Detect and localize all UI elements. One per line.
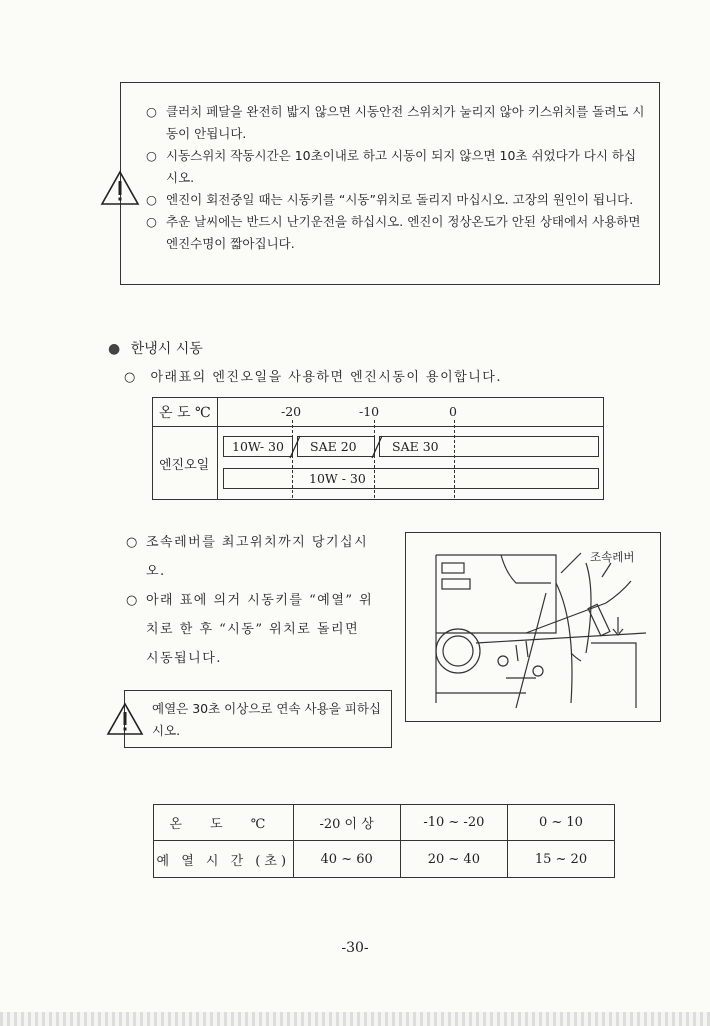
table-header-cell: -20 이 상	[293, 805, 400, 841]
figure-label: 조속레버	[590, 550, 635, 564]
warning-list	[146, 101, 646, 255]
step-1: ○ 조속레버를 최고위치까지 당기십시오.	[126, 535, 369, 579]
oil-segment: 10W- 30	[223, 436, 293, 457]
table-cell: 예 열 시 간 (초)	[154, 841, 294, 878]
oil-chart	[152, 397, 604, 500]
table-header-cell: -10 ~ -20	[400, 805, 507, 841]
table-row	[154, 841, 615, 878]
warning-triangle-icon	[100, 170, 140, 206]
section-bullet: ●	[108, 341, 121, 357]
temp-label: 온 도 ℃	[159, 405, 211, 421]
oil-label: 엔진오일	[159, 458, 210, 473]
table-header-cell: 0 ~ 10	[507, 805, 614, 841]
tick-label: -20	[281, 404, 302, 419]
table-cell: 20 ~ 40	[400, 841, 507, 878]
section-intro: ○ 아래표의 엔진오일을 사용하면 엔진시동이 용이합니다.	[124, 370, 502, 385]
section-title: 한냉시 시동	[130, 341, 203, 357]
oil-segment: SAE 30	[379, 436, 599, 457]
preheat-warning-text: 예열은 30초 이상으로 연속 사용을 피하십시오.	[152, 701, 381, 738]
warning-item: ○ 추운 날씨에는 반드시 난기운전을 하십시오. 엔진이 정상온도가 안된 상태에서 사용하면 엔진수명이 짧아집니다.	[146, 214, 641, 251]
oil-segment: 10W - 30	[223, 468, 599, 489]
tick-label: -10	[359, 404, 380, 419]
table-row	[154, 805, 615, 841]
table-cell: 40 ~ 60	[293, 841, 400, 878]
tick-label: 0	[449, 404, 457, 419]
governor-lever-figure	[405, 532, 661, 722]
step-2: ○ 아래 표에 의거 시동키를 “예열” 위치로 한 후 “시동” 위치로 돌리면 시동됩니다.	[126, 593, 374, 666]
oil-segment: SAE 20	[297, 436, 375, 457]
scan-edge	[0, 1012, 710, 1026]
warning-triangle-icon	[106, 702, 144, 736]
table-header-cell: 온 도 ℃	[154, 805, 294, 841]
warning-item: ○ 시동스위치 작동시간은 10초이내로 하고 시동이 되지 않으면 10초 쉬었다가 다시 하십시오.	[146, 148, 637, 185]
table-cell: 15 ~ 20	[507, 841, 614, 878]
preheat-table	[153, 804, 615, 878]
warning-item: ○ 엔진이 회전중일 때는 시동키를 “시동”위치로 돌리지 마십시오. 고장의 원인이 됩니다.	[146, 192, 634, 207]
page-number: -30-	[341, 940, 369, 956]
warning-item: ○ 클러치 페달을 완전히 밟지 않으면 시동안전 스위치가 눌리지 않아 키스위치를 돌려도 시동이 안됩니다.	[146, 104, 645, 141]
section-heading	[108, 338, 203, 358]
